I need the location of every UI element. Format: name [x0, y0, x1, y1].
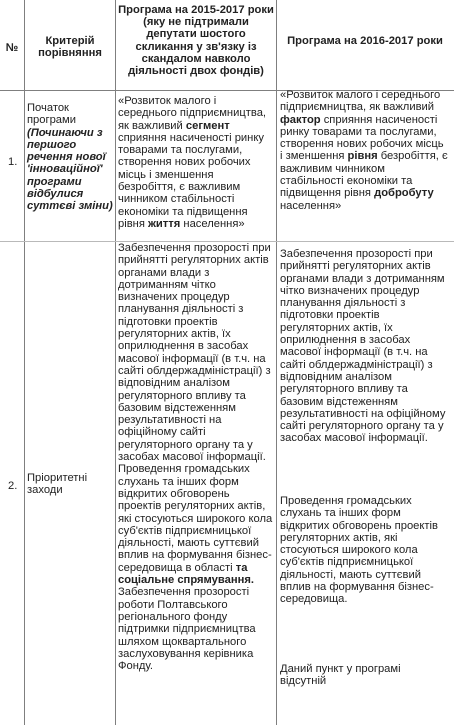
row-1-criterion-note: (Починаючи з першого речення нової 'інноваційної' програми відбулися суттєві зміни) — [27, 126, 113, 213]
column-divider — [115, 0, 116, 725]
row-2-number: 2. — [8, 480, 18, 492]
row-1-number: 1. — [8, 156, 18, 168]
row-2-new-text — [280, 248, 448, 445]
row-2-new-paragraph-1: Забезпечення прозорості при прийнятті регуляторних актів органами влади з дотриманням чітко визначених процедур планування діяльності з підготовки проектів регуляторних актів, їх оприлюднення в засобах масової інформації (в т.ч. на сайті облдержадміністрації) з відповідним аналізом регуляторного впливу та базовим відстеженням результативності на офіційному сайті регуляторного органу та у засобах масової інформації. — [280, 248, 446, 445]
row-2-old-paragraph-1: Забезпечення прозорості при прийнятті регуляторних актів органами влади з дотриманням чітко визначених процедур планування діяльності з підготовки проектів регуляторних актів, їх оприлюднення в засобах масової інформації (в т.ч. на сайті облдержадміністрації) з відповідним аналізом регуляторного впливу та базовим відстеженням результативності на офіційному сайті регуляторного органу та у засобах масової інформації. — [118, 242, 271, 464]
row-2-new-paragraph-3: Даний пункт у програмі відсутній — [280, 663, 401, 688]
header-num: № — [5, 42, 19, 54]
header-program-2016-2017: Програма на 2016-2017 роки — [287, 35, 443, 47]
row-1-old-text: «Розвиток малого і середнього підприємництва, як важливий сегмент сприяння насиченості ринку товарами та послугами, створення нових робочих місць і зменшення безробіття, є важливим чинником стабільності економіки та підвищення рівня життя населення» — [118, 95, 267, 230]
header-criteria: Критерій порівняння — [38, 35, 102, 60]
row-1-criterion-title: Початок програми — [27, 102, 76, 127]
row-1-new-text: «Розвиток малого і середнього підприємництва, як важливий фактор сприяння насиченості ринку товарами та послугами, створення нових робочих місць і зменшення рівня безробіття, є важливим чинником стабільності економіки та підвищення рівня добробуту населення» — [280, 89, 448, 212]
row-2-new-paragraph-2: Проведення громадських слухань та інших форм відкритих обговорень проектів регуляторних актів, які стосуються широкого кола суб'єктів підприємницької діяльності, мають суттєвий вплив на формування бізнес-середовища. — [280, 495, 438, 606]
row-2-criterion: Пріоритетні заходи — [27, 472, 88, 497]
row-1-criterion — [27, 102, 115, 213]
row-2-old-text — [118, 242, 274, 672]
header-program-2015-2017: Програма на 2015-2017 роки (яку не підтримали депутати шостого скликання у зв'язку із скандалом навколо діяльності двох фондів) — [118, 4, 274, 78]
row-2-old-paragraph-3: Забезпечення прозорості роботи Полтавського регіонального фонду підтримки підприємництва шляхом щоквартального заслуховування керівника Фонду. — [118, 586, 256, 673]
row-2-old-paragraph-2: Проведення громадських слухань та інших форм відкритих обговорень проектів регуляторних актів, які стосуються широкого кола суб'єктів підприємницької діяльності, мають суттєвий вплив на формування бізнес-середовища в області та соціальне спрямування. — [118, 463, 273, 587]
column-divider — [24, 0, 25, 725]
column-divider — [276, 0, 277, 725]
